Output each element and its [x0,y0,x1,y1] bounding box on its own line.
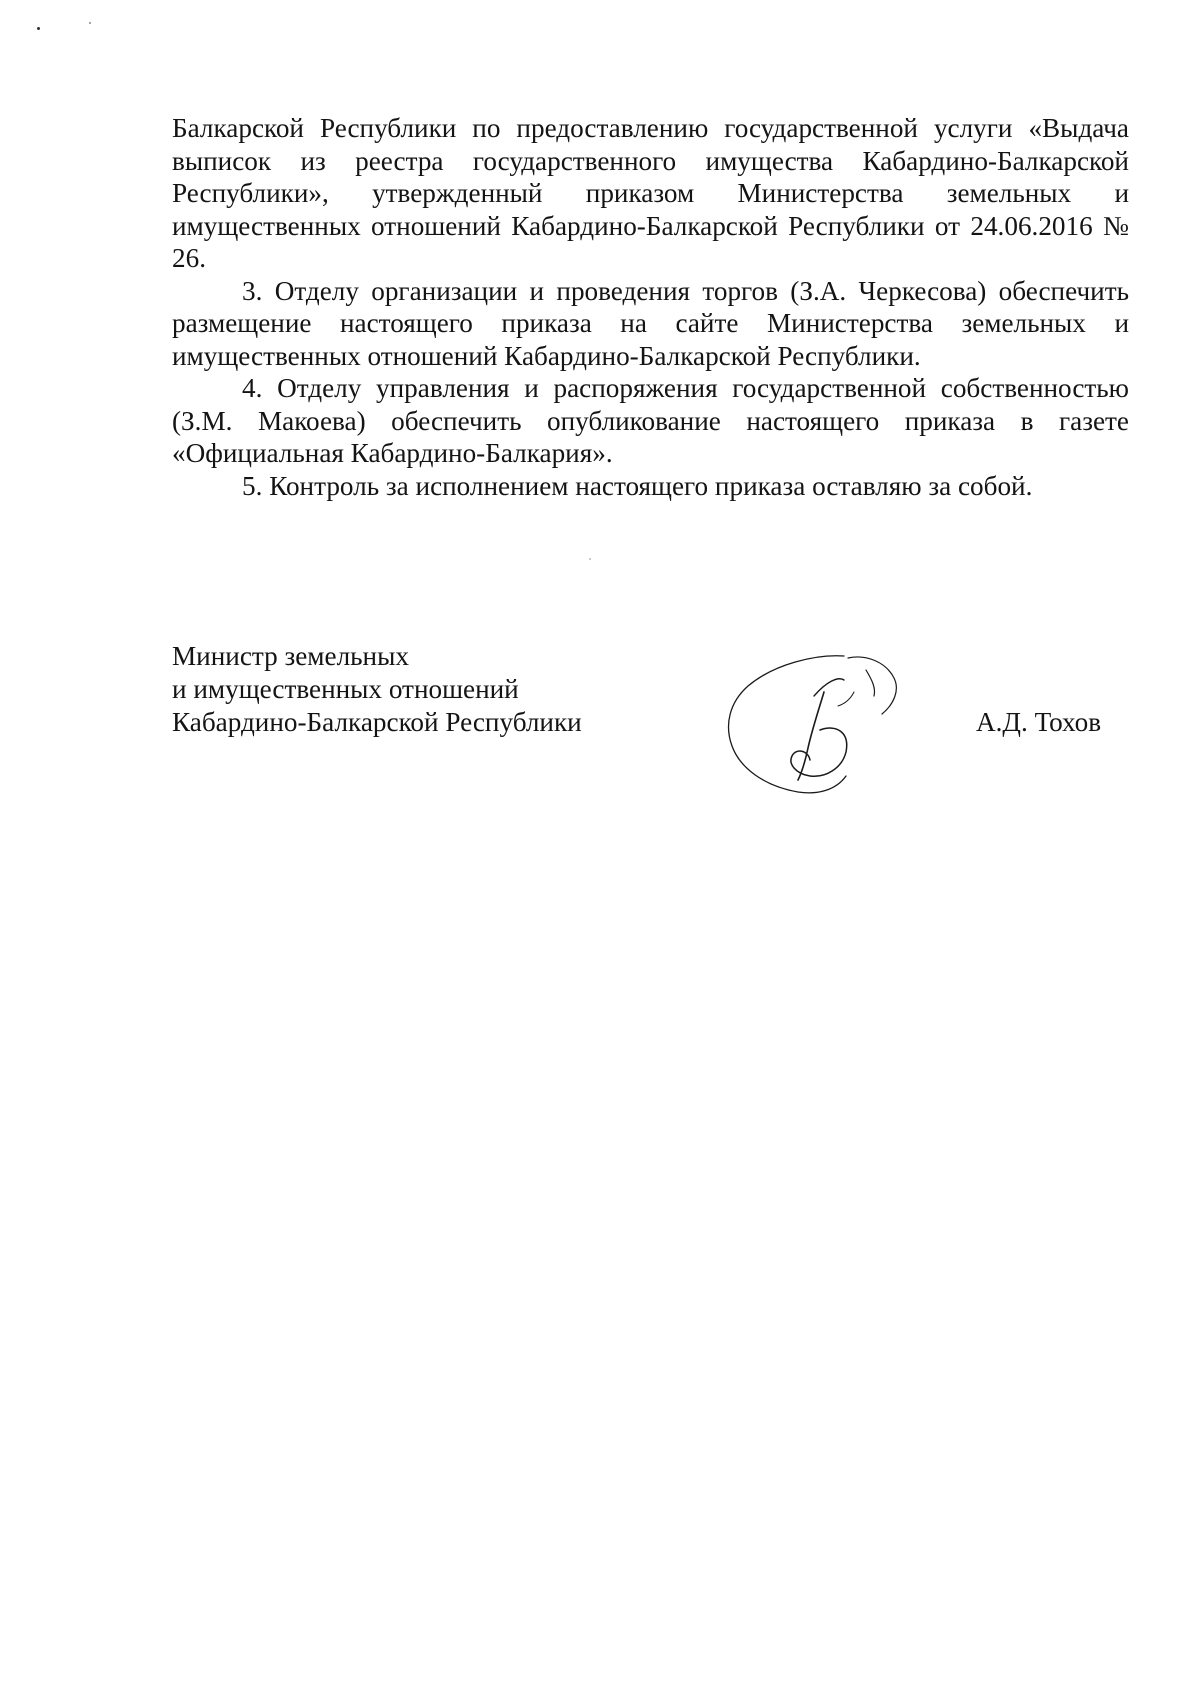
paragraph-item-4: 4. Отделу управления и распоряжения государственной собственностью (З.М. Макоева) обеспечить опубликование настоящего приказа в газете «Официальная Кабардино-Балкария». [172,373,1129,468]
handwritten-signature-icon [726,640,926,800]
signatory-name: А.Д. Тохов [976,707,1102,737]
scan-speck [37,27,40,30]
signatory-title-line: Кабардино-Балкарской Республики [172,707,582,737]
scan-speck [589,558,591,560]
paragraph-item-5: 5. Контроль за исполнением настоящего приказа оставляю за собой. [242,470,1033,501]
document-body [172,112,1129,502]
signatory-title [172,640,582,739]
paragraph-item-3: 3. Отделу организации и проведения торгов (З.А. Черкесова) обеспечить размещение настоящего приказа на сайте Министерства земельных и имущественных отношений Кабардино-Балкарской Республики. [172,275,1129,371]
signatory-title-line: и имущественных отношений [172,674,519,704]
signatory-title-line: Министр земельных [172,641,409,671]
paragraph-continuation: Балкарской Республики по предоставлению государственной услуги «Выдача выписок из реестра государственного имущества Кабардино-Балкарской Республики», утвержденный приказом Министерства земельных и имущественных отношений Кабардино-Балкарской Республики от 24.06.2016 № 26. [172,113,1129,273]
scan-speck [89,22,91,24]
